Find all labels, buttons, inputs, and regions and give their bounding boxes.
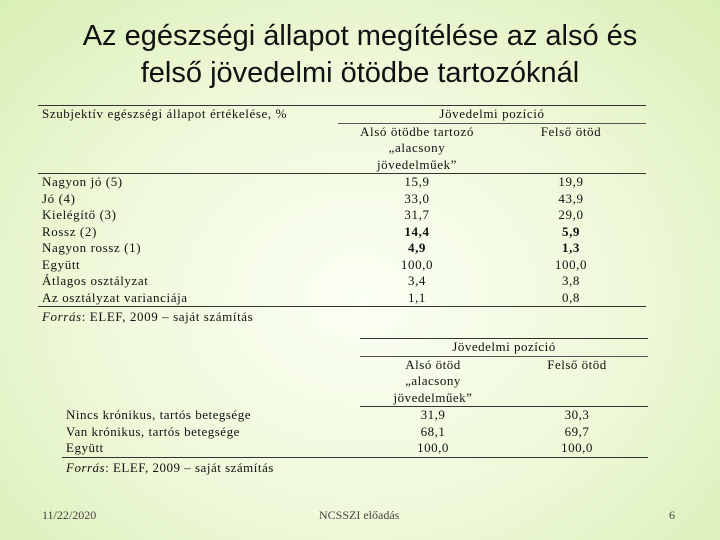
slide-title-line2: felső jövedelmi ötödbe tartozóknál [140,57,580,89]
table-row [38,273,646,290]
row-label: Átlagos osztályzat [42,273,149,288]
row-high-value: 30,3 [564,407,590,422]
footer-page-number: 6 [669,508,675,522]
table1-col-low-line3: jövedelműek” [338,157,496,174]
table2-col-low-line1: Alsó ötöd [405,356,461,372]
row-low-value: 100,0 [360,440,506,457]
table1-col-high: Felső ötöd [540,123,602,139]
chronic-illness-table [62,338,648,476]
slide-title-line1: Az egészségi állapot megítélése az alsó és [82,20,638,52]
table1-header-group: Jövedelmi pozíció [338,106,646,124]
slide-title [0,18,720,92]
footer-presentation-name: NCSSZI előadás [319,508,400,522]
row-low-value: 31,7 [404,207,430,222]
source-label: Forrás [66,459,106,475]
table2-source [62,457,648,476]
table-row [38,224,646,241]
row-label: Nagyon rossz (1) [42,240,142,255]
table1-col-low-line2: „alacsony [388,140,446,155]
table-row [38,174,646,191]
row-high-value: 29,0 [558,207,584,222]
row-low-value: 1,1 [338,290,496,307]
row-label: Van krónikus, tartós betegsége [66,423,240,439]
table-row [62,440,648,457]
table-row [38,257,646,274]
row-high-value: 100,0 [554,256,588,272]
row-high-value: 69,7 [564,423,590,439]
table-row [38,290,646,307]
row-high-value: 19,9 [558,174,584,189]
row-high-value: 1,3 [561,240,581,255]
source-text: : ELEF, 2009 – saját számítás [105,459,274,475]
source-label: Forrás [42,309,82,324]
table1-source [38,307,646,326]
row-low-value: 15,9 [404,174,430,189]
row-label: Kielégítő (3) [42,207,117,222]
table2-col-high: Felső ötöd [547,356,607,372]
row-high-value: 43,9 [558,190,584,206]
row-high-value: 0,8 [496,290,646,307]
row-high-value: 3,8 [561,273,581,288]
table1-col-low-line1: Alsó ötödbe tartozó [360,123,474,139]
row-label: Nagyon jó (5) [42,174,123,189]
table2-col-low-line3: jövedelműek” [360,390,506,407]
row-low-value: 100,0 [400,256,434,272]
table-row [62,424,648,441]
table-row [62,407,648,424]
table-row [38,191,646,208]
table2-col-low-line2: „alacsony [405,373,461,388]
row-low-value: 33,0 [404,190,430,206]
row-label: Az osztályzat varianciája [38,290,338,307]
row-low-value: 68,1 [420,423,446,439]
row-low-value: 31,9 [420,407,446,422]
row-label: Jó (4) [42,190,76,206]
footer-date: 11/22/2020 [42,508,97,522]
row-high-value: 100,0 [506,440,648,457]
table2-header-group: Jövedelmi pozíció [360,339,648,357]
row-low-value: 4,9 [407,240,427,255]
row-label: Rossz (2) [42,223,97,239]
row-low-value: 14,4 [404,223,430,239]
table1-header-left: Szubjektív egészségi állapot értékelése, % [38,106,338,124]
row-low-value: 3,4 [407,273,427,288]
row-high-value: 5,9 [561,223,581,239]
table-row [38,240,646,257]
source-text: : ELEF, 2009 – saját számítás [81,309,254,324]
table-row [38,207,646,224]
row-label: Együtt [62,440,360,457]
row-label: Együtt [42,256,81,272]
health-rating-table [38,105,646,326]
row-label: Nincs krónikus, tartós betegsége [66,406,251,422]
